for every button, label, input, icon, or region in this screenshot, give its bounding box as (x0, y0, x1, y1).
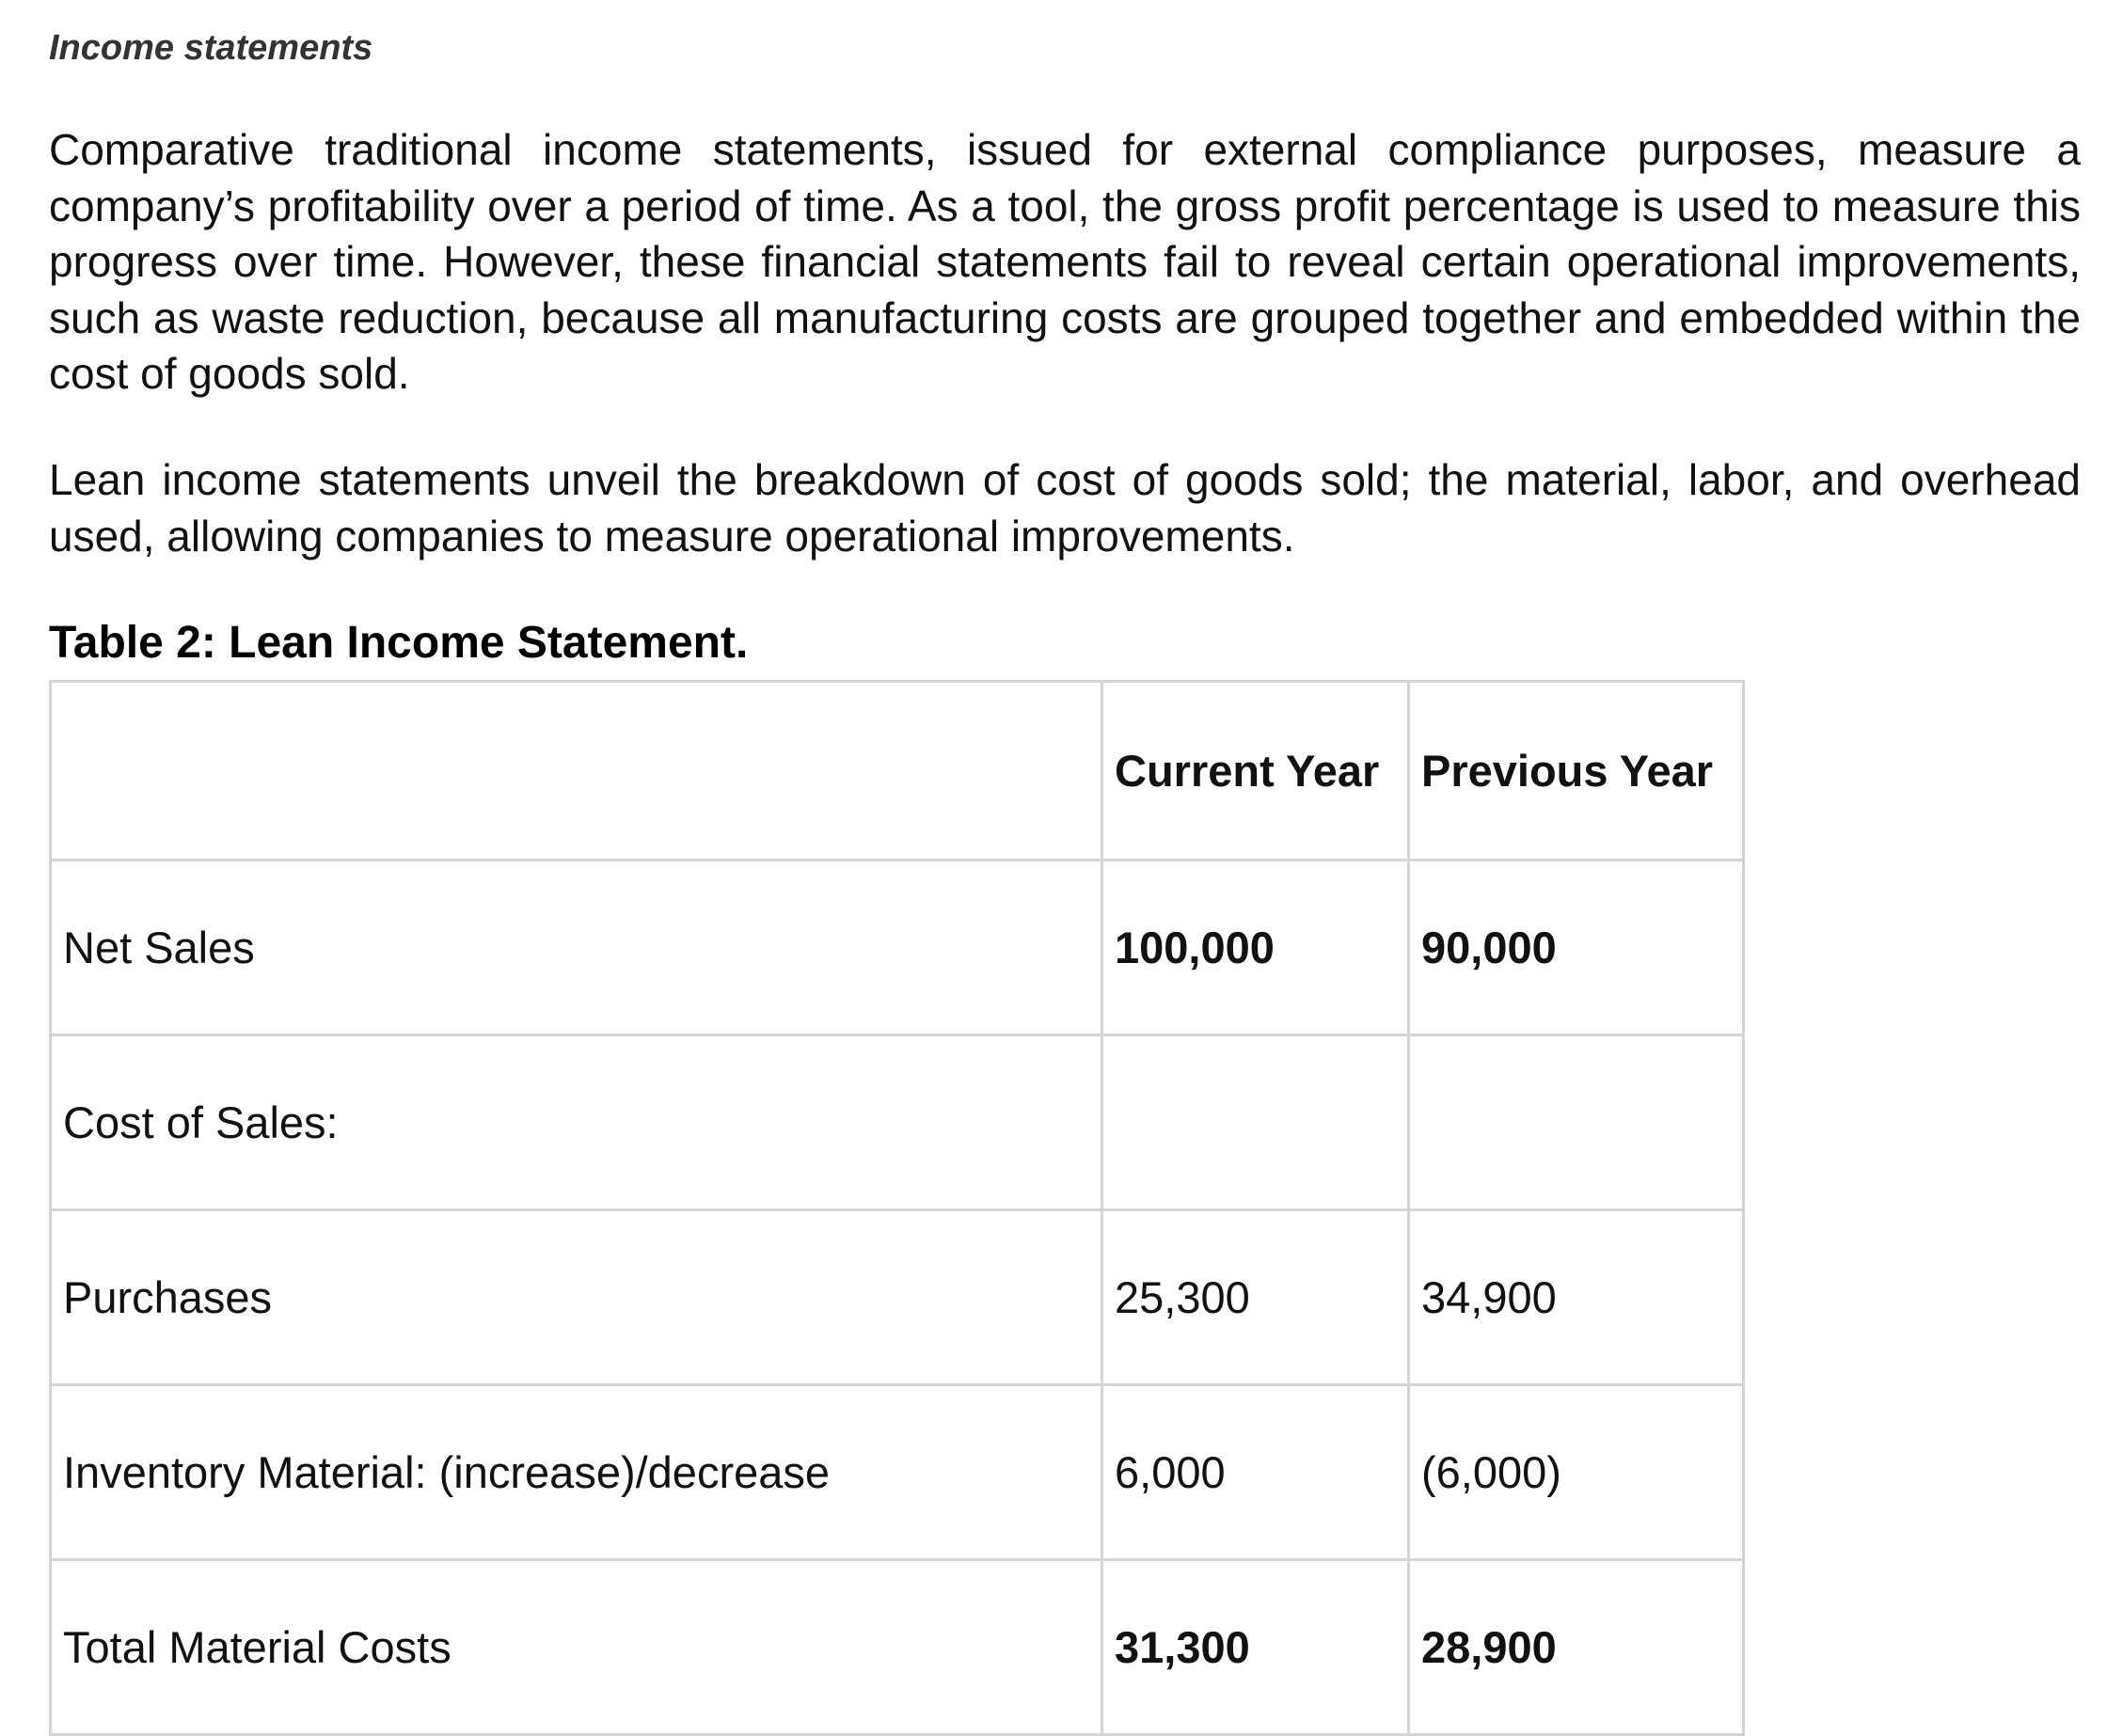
row-label: Cost of Sales: (51, 1035, 1102, 1210)
row-previous-value: 34,900 (1409, 1210, 1744, 1385)
header-cell-previous-year: Previous Year (1409, 682, 1744, 860)
lean-income-statement-table (49, 680, 1745, 1736)
row-current-value (1102, 1035, 1409, 1210)
row-previous-value: 90,000 (1409, 860, 1744, 1035)
table-row (51, 1210, 1744, 1385)
table-caption: Table 2: Lean Income Statement. (49, 618, 749, 668)
header-cell-label (51, 682, 1102, 860)
intro-paragraph: Comparative traditional income statements, issued for external compliance purposes, measure a company’s profitability over a period of time. As a tool, the gross profit percentage is used to measure this progress over time. However, these financial statements fail to reveal certain operational improvements, such as waste reduction, because all manufacturing costs are grouped together and embedded within the cost of goods sold. (49, 125, 2081, 398)
table-row (51, 1560, 1744, 1735)
row-label: Inventory Material: (increase)/decrease (51, 1385, 1102, 1560)
row-label: Net Sales (51, 860, 1102, 1035)
row-previous-value: 28,900 (1409, 1560, 1744, 1735)
table-row (51, 1385, 1744, 1560)
lean-paragraph: Lean income statements unveil the breakdown of cost of goods sold; the material, labor, and overhead used, allowing companies to measure operational improvements. (49, 455, 2081, 560)
table-row (51, 1035, 1744, 1210)
row-label: Purchases (51, 1210, 1102, 1385)
row-previous-value (1409, 1035, 1744, 1210)
row-current-value: 100,000 (1102, 860, 1409, 1035)
table-row (51, 860, 1744, 1035)
row-previous-value: (6,000) (1409, 1385, 1744, 1560)
row-current-value: 31,300 (1102, 1560, 1409, 1735)
row-label: Total Material Costs (51, 1560, 1102, 1735)
section-heading: Income statements (49, 28, 373, 68)
header-cell-current-year: Current Year (1102, 682, 1409, 860)
table-header-row (51, 682, 1744, 860)
row-current-value: 6,000 (1102, 1385, 1409, 1560)
row-current-value: 25,300 (1102, 1210, 1409, 1385)
